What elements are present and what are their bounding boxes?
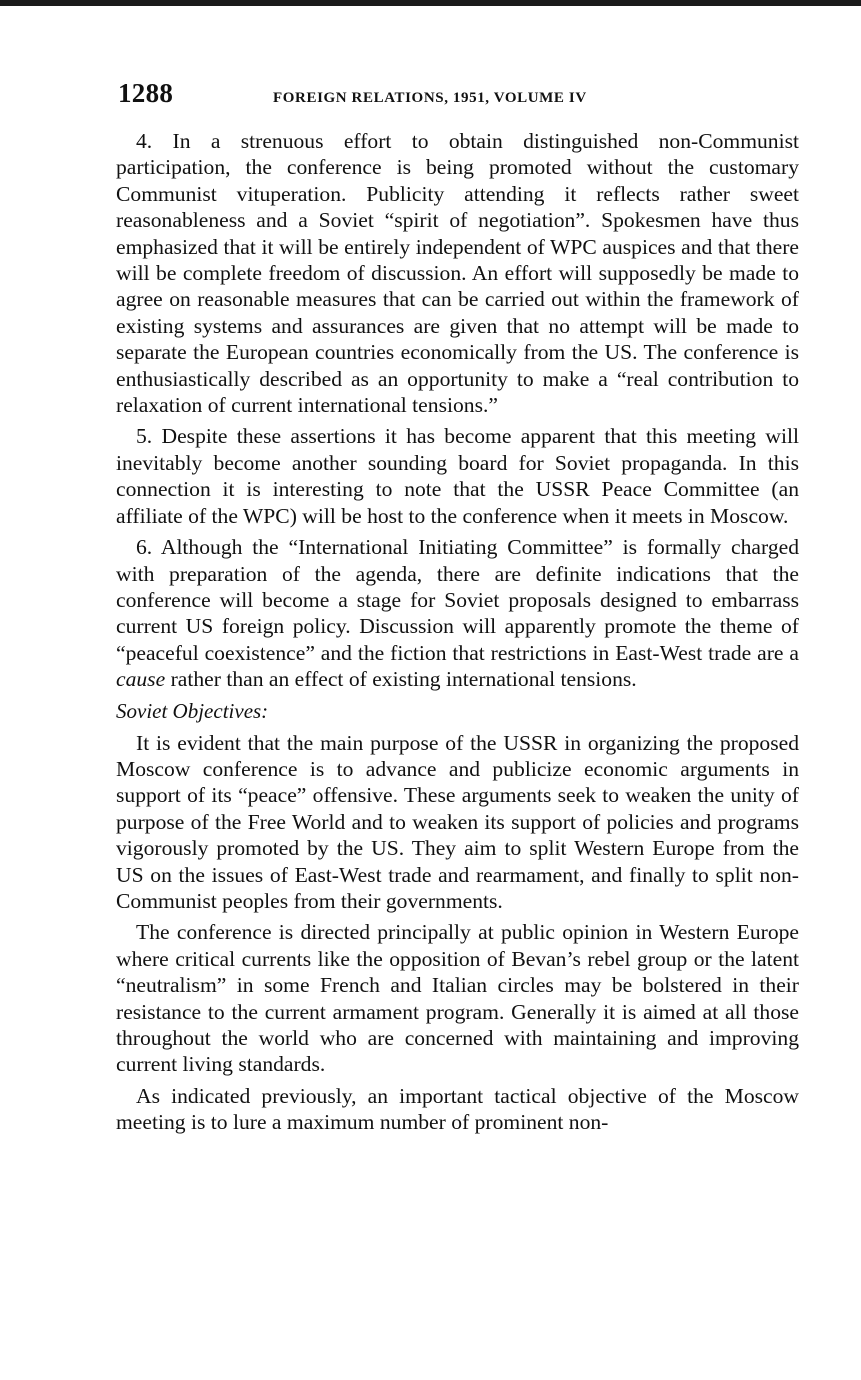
scan-top-edge: [0, 0, 861, 6]
running-head: FOREIGN RELATIONS, 1951, VOLUME IV: [273, 90, 587, 106]
paragraph-6-text: 6. Although the “International Initiating Committee” is formally charged with preparation of the agenda, there are definite indications that the conference will become a stage for Soviet proposals designed to embarrass current US foreign policy. Discussion will apparently promote the theme of “peaceful coexistence” and the fiction that restrictions in East-West trade are a: [116, 535, 799, 665]
paragraph-6: [116, 534, 799, 692]
section-heading: Soviet Objectives:: [116, 698, 269, 723]
page-header: [116, 78, 799, 118]
paragraph-4: 4. In a strenuous effort to obtain distinguished non-Communist participation, the conference is being promoted without the customary Communist vituperation. Publicity attending it reflects rather sweet reasonableness and a Soviet “spirit of negotiation”. Spokesmen have thus emphasized that it will be entirely independent of WPC auspices and that there will be complete freedom of discussion. An effort will supposedly be made to agree on reasonable measures that can be carried out within the framework of existing systems and assurances are given that no attempt will be made to separate the European countries economically from the US. The conference is enthusiastically described as an opportunity to make a “real contribution to relaxation of current international tensions.”: [116, 129, 799, 418]
body-text: [116, 128, 799, 1136]
objectives-paragraph-2: The conference is directed principally at public opinion in Western Europe where critical currents like the opposition of Bevan’s rebel group or the latent “neutralism” in some French and Italian circles may be bolstered in their resistance to the current armament program. Generally it is aimed at all those throughout the world who are concerned with maintaining and improving current living standards.: [116, 920, 799, 1077]
document-page: [116, 78, 799, 1141]
paragraph-6-text-end: rather than an effect of existing international tensions.: [165, 667, 637, 692]
paragraph-6-italic-word: cause: [116, 667, 166, 692]
objectives-paragraph-1: It is evident that the main purpose of the USSR in organizing the proposed Moscow conference is to advance and publicize economic arguments in support of its “peace” offensive. These arguments seek to weaken the unity of purpose of the Free World and to weaken its support of policies and programs vigorously promoted by the US. They aim to split Western Europe from the US on the issues of East-West trade and rearmament, and finally to split non-Communist peoples from their governments.: [116, 730, 799, 913]
paragraph-5: 5. Despite these assertions it has become apparent that this meeting will inevitably become another sounding board for Soviet propaganda. In this connection it is interesting to note that the USSR Peace Committee (an affiliate of the WPC) will be host to the conference when it meets in Moscow.: [116, 424, 799, 528]
objectives-paragraph-3: As indicated previously, an important tactical objective of the Moscow meeting is to lure a maximum number of prominent non-: [116, 1083, 799, 1135]
page-number: 1288: [118, 78, 174, 108]
